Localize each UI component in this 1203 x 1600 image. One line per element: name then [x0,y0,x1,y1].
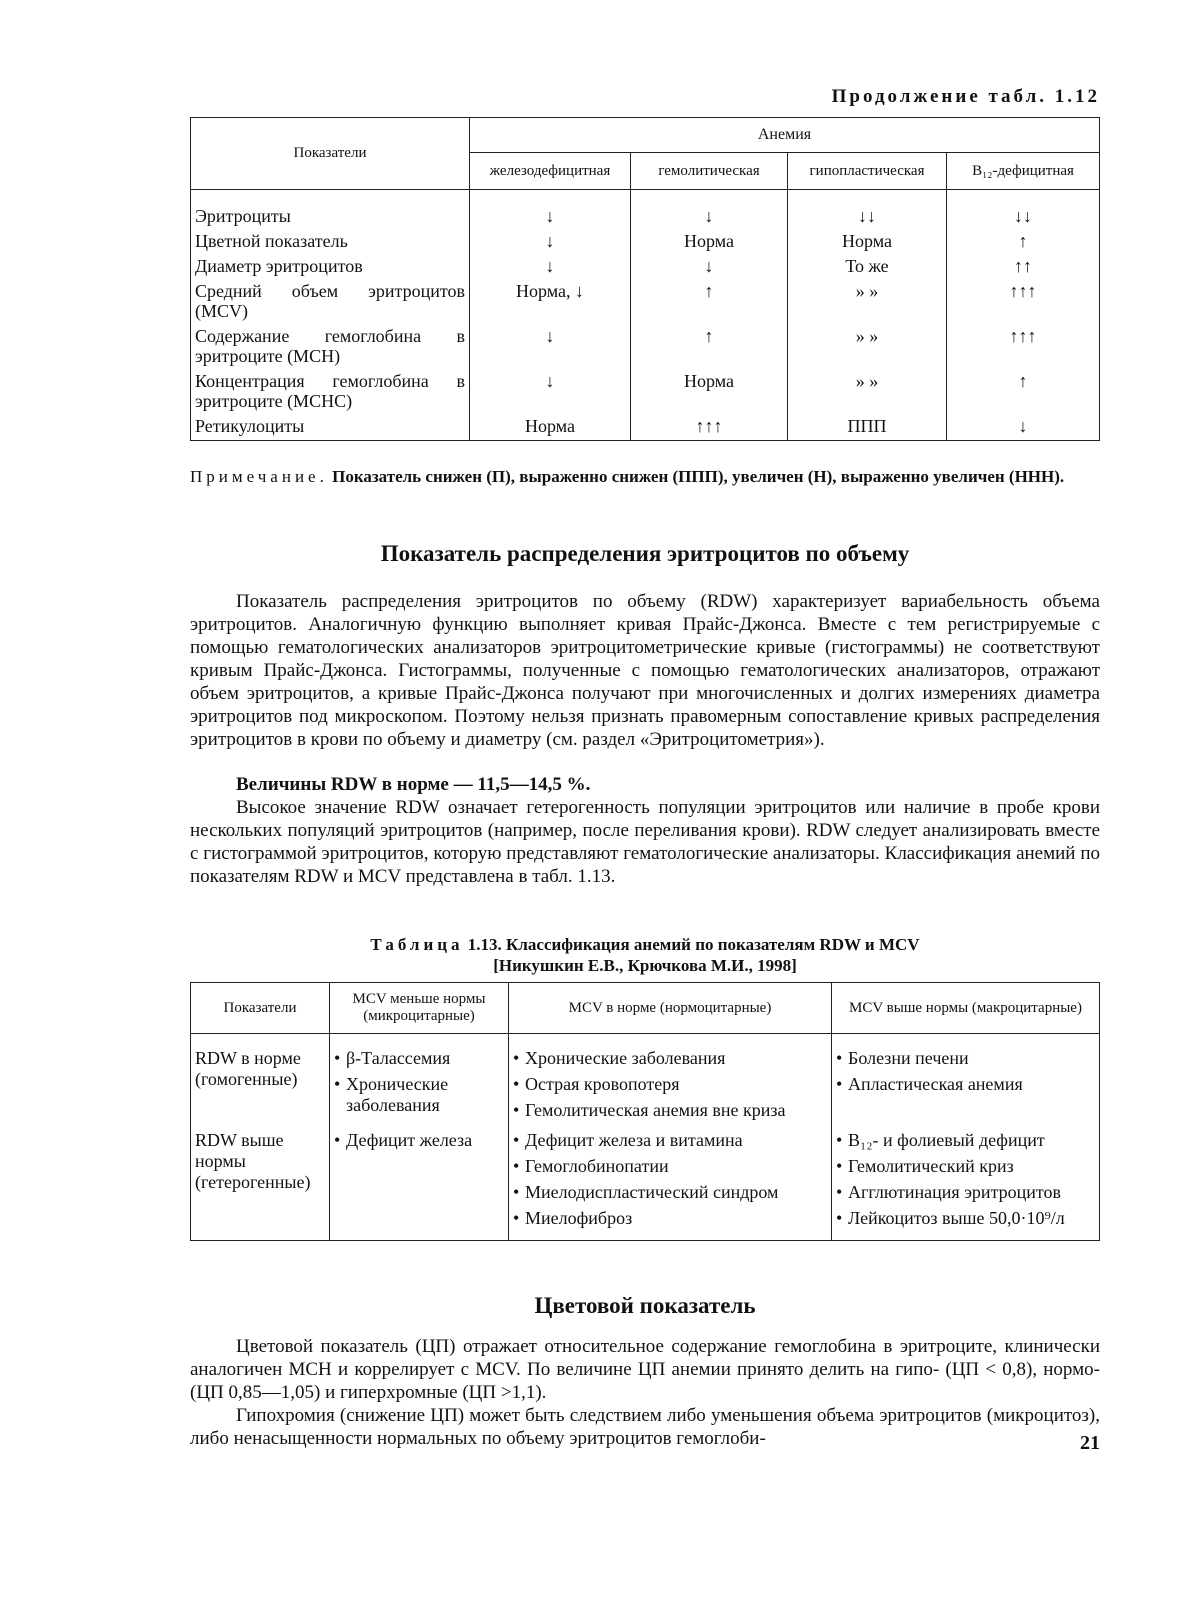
cell: ↓ [470,321,631,366]
table-note [190,467,1100,487]
row-label: Средний объем эритроцитов (MCV) [191,276,470,321]
col-header: железодефицитная [470,153,631,190]
cell [330,1034,509,1131]
row-label: Концентрация гемоглобина в эритроците (MCHC) [191,366,470,411]
table-row [191,366,1100,411]
table-row [191,251,1100,276]
cell: ↑ [631,276,788,321]
cell: ↓ [470,251,631,276]
row-label: Ретикулоциты [191,411,470,441]
caption-source: [Никушкин Е.В., Крючкова М.И., 1998] [493,956,797,975]
row-label: RDW выше нормы (гетерогенные) [191,1130,330,1241]
list-item: • Миелофиброз [513,1208,827,1229]
list-item: • Агглютинация эритроцитов [836,1182,1095,1203]
col-header: гипопластическая [788,153,947,190]
col-header: MCV в норме (нормоцитарные) [509,983,832,1034]
cell [330,1130,509,1241]
page-number: 21 [1080,1432,1100,1454]
cell: ↑↑ [947,251,1100,276]
cell [509,1034,832,1131]
col-header-indicators: Показатели [191,118,470,190]
col-header: В₁₂-дефицитная [947,153,1100,190]
paragraph: Показатель распределения эритроцитов по объему (RDW) характеризует вариабельность объема эритроцитов. Аналогичную функцию выполняет кривая Прайс-Джонса. Вместе с тем регистрируемые с помощью гематологических анализаторов эритроцитометрические кривые (гистограммы) не соответствуют кривым Прайс-Джонса. Гистограммы, полученные с помощью гематологических анализаторов, отражают объем эритроцитов, а кривые Прайс-Джонса получают при многочисленных и долгих измерениях диаметра эритроцитов под микроскопом. Поэтому нельзя признать правомерным сопоставление кривых распределения эритроцитов в крови по объему и диаметру (см. раздел «Эритроцитометрия»). [190,591,1100,750]
col-header: гемолитическая [631,153,788,190]
anemia-indicators-table [190,117,1100,441]
cell [832,1034,1100,1131]
note-prefix: Примечание. [190,467,328,486]
table-row [191,1130,1100,1241]
row-label: Эритроциты [191,190,470,227]
rdw-mcv-classification-table [190,982,1100,1241]
col-header: MCV меньше нормы (микроцитарные) [330,983,509,1034]
paragraph: Высокое значение RDW означает гетерогенность популяции эритроцитов или наличие в пробе крови нескольких популяций эритроцитов (например, после переливания крови). RDW следует анализировать вместе с гистограммой эритроцитов, которую представляют гематологические анализаторы. Классификация анемий по показателям RDW и MCV представлена в табл. 1.13. [190,797,1100,887]
list-item: • Гемолитическая анемия вне криза [513,1100,827,1121]
list-item: • Хронические заболевания [513,1048,827,1069]
col-group-anemia: Анемия [470,118,1100,153]
list-item: • В₁₂- и фолиевый дефицит [836,1130,1095,1151]
cell: Норма [788,226,947,251]
table-row [191,1034,1100,1131]
cell: Норма [631,226,788,251]
table-row [191,276,1100,321]
paragraph: Цветовой показатель (ЦП) отражает относительное содержание гемоглобина в эритроците, клинически аналогичен MCH и коррелирует с MCV. По величине ЦП анемии принято делить на гипо- (ЦП < 0,8), нормо- (ЦП 0,85—1,05) и гиперхромные (ЦП >1,1). [190,1336,1100,1403]
table-row [191,321,1100,366]
note-text: Показатель снижен (П), выраженно снижен (ППП), увеличен (Н), выраженно увеличен (ННН). [332,467,1065,486]
list-item: • Дефицит железа и витамина [513,1130,827,1151]
cell: ↑↑↑ [947,321,1100,366]
list-item: • Болезни печени [836,1048,1095,1069]
book-page [190,0,1100,1600]
table-row [191,411,1100,441]
cell: ↓↓ [788,190,947,227]
list-item: • Дефицит железа [334,1130,504,1151]
cell: Норма [631,366,788,411]
section-heading-rdw: Показатель распределения эритроцитов по объему [380,541,910,566]
list-item: • Апластическая анемия [836,1074,1095,1095]
cell: ↑ [631,321,788,366]
caption-title: 1.13. Классификация анемий по показателям RDW и MCV [467,935,920,954]
cell: ↓↓ [947,190,1100,227]
cell: Норма [470,411,631,441]
cell: ↑ [947,366,1100,411]
table-row [191,190,1100,227]
row-label: Цветной показатель [191,226,470,251]
list-item: • Гемоглобинопатии [513,1156,827,1177]
cell: » » [788,366,947,411]
list-item: • Лейкоцитоз выше 50,0·10⁹/л [836,1208,1095,1229]
cell: ↑↑↑ [631,411,788,441]
cell: То же [788,251,947,276]
list-item: • Хронические заболевания [334,1074,504,1116]
cell: ↓ [631,251,788,276]
cell: ППП [788,411,947,441]
list-item: • Гемолитический криз [836,1156,1095,1177]
section-heading-color-index: Цветовой показатель [534,1293,756,1318]
table-continuation-label: Продолжение табл. 1.12 [831,86,1100,107]
cell: ↓ [470,226,631,251]
cell: ↓ [470,190,631,227]
table-row [191,226,1100,251]
cell: » » [788,276,947,321]
cell [509,1130,832,1241]
list-item: • β-Талассемия [334,1048,504,1069]
cell: ↓ [631,190,788,227]
cell: ↓ [947,411,1100,441]
col-header: Показатели [191,983,330,1034]
cell: ↑↑↑ [947,276,1100,321]
row-label: RDW в норме (гомогенные) [191,1034,330,1131]
col-header: MCV выше нормы (макроцитарные) [832,983,1100,1034]
row-label: Диаметр эритроцитов [191,251,470,276]
paragraph-rdw-norm: Величины RDW в норме — 11,5—14,5 %. [236,774,591,795]
cell: Норма, ↓ [470,276,631,321]
cell: ↓ [470,366,631,411]
caption-prefix: Таблица [370,935,464,954]
paragraph: Гипохромия (снижение ЦП) может быть следствием либо уменьшения объема эритроцитов (микроцитоз), либо ненасыщенности нормальных по объему эритроцитов гемоглоби- [190,1405,1100,1449]
row-label: Содержание гемоглобина в эритроците (MCH) [191,321,470,366]
cell [832,1130,1100,1241]
cell: ↑ [947,226,1100,251]
list-item: • Острая кровопотеря [513,1074,827,1095]
table-caption [190,934,1100,976]
cell: » » [788,321,947,366]
list-item: • Миелодиспластический синдром [513,1182,827,1203]
